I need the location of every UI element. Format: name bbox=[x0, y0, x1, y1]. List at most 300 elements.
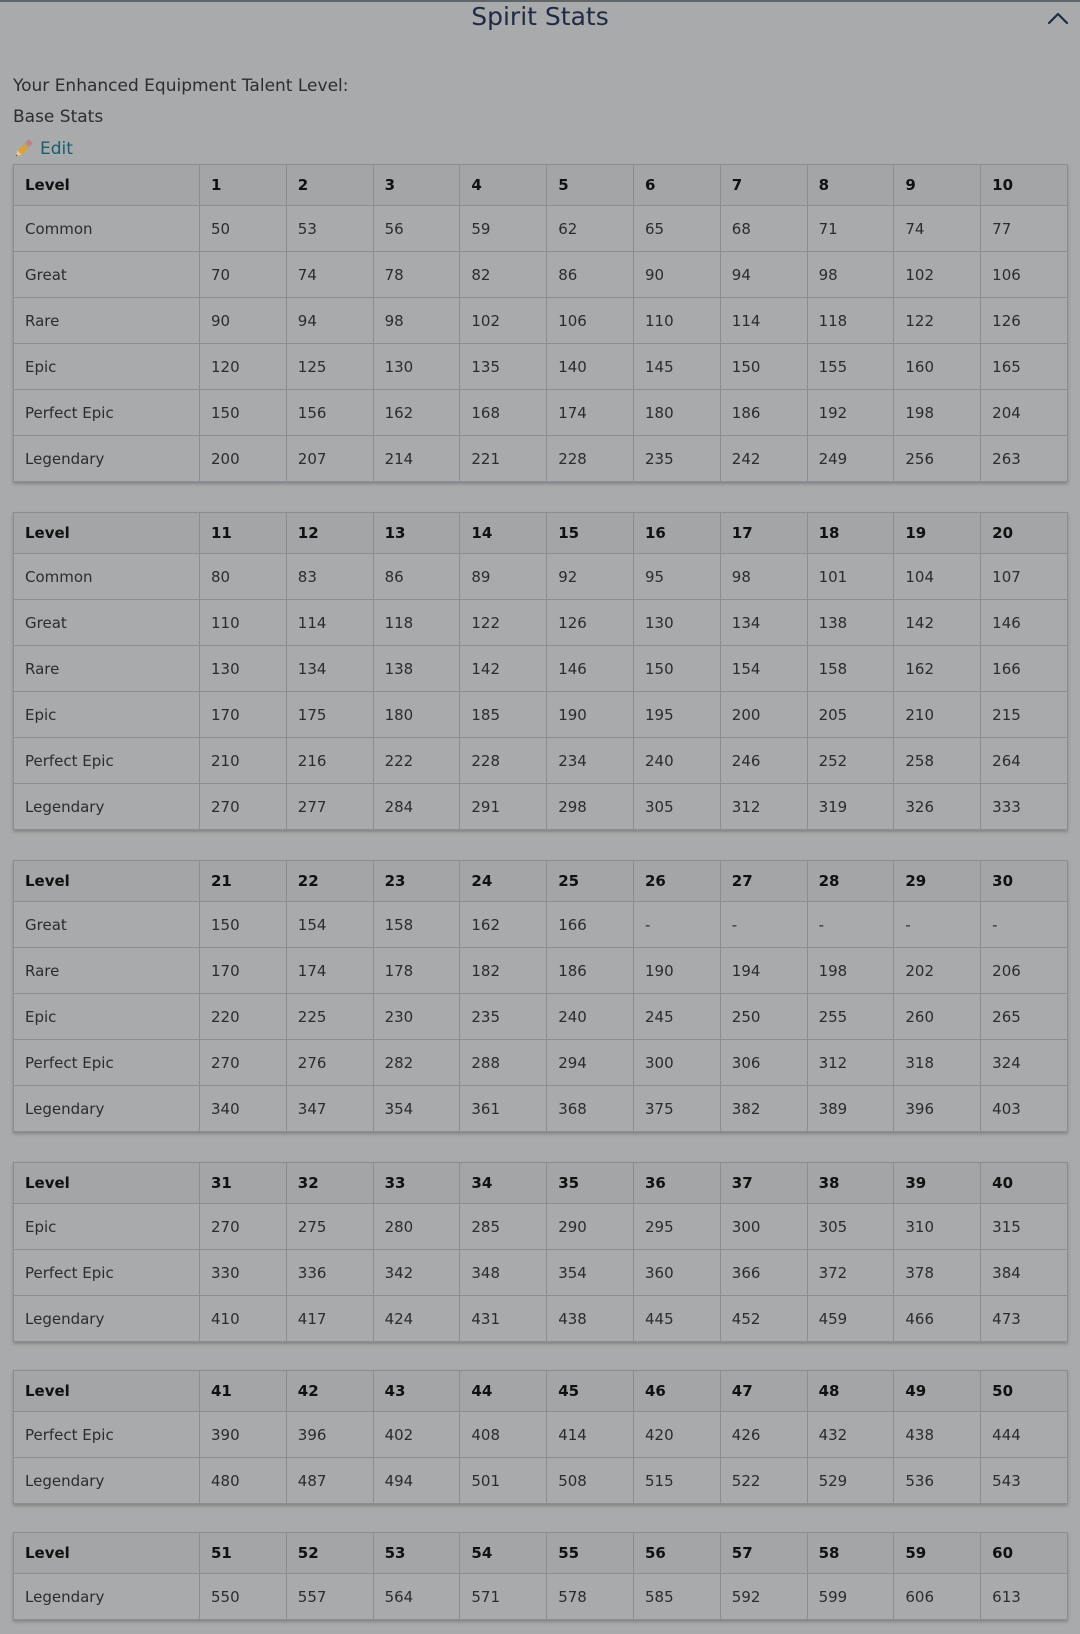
collapse-button[interactable] bbox=[1046, 8, 1070, 30]
level-number-cell: 49 bbox=[894, 1371, 981, 1412]
stat-value-cell: 142 bbox=[894, 600, 981, 646]
level-number-cell: 60 bbox=[981, 1533, 1068, 1574]
stat-value-cell: 50 bbox=[200, 206, 287, 252]
stat-value-cell: 342 bbox=[373, 1250, 460, 1296]
stat-value-cell: 312 bbox=[720, 784, 807, 830]
stat-value-cell: 178 bbox=[373, 948, 460, 994]
level-number-cell: 39 bbox=[894, 1163, 981, 1204]
stat-value-cell: 494 bbox=[373, 1458, 460, 1504]
rarity-label-cell: Rare bbox=[14, 646, 200, 692]
stat-value-cell: 260 bbox=[894, 994, 981, 1040]
stat-value-cell: 107 bbox=[981, 554, 1068, 600]
rarity-label-cell: Rare bbox=[14, 948, 200, 994]
level-number-cell: 57 bbox=[720, 1533, 807, 1574]
stat-value-cell: 70 bbox=[200, 252, 287, 298]
level-number-cell: 12 bbox=[286, 513, 373, 554]
stat-value-cell: 280 bbox=[373, 1204, 460, 1250]
chevron-up-icon bbox=[1046, 8, 1070, 30]
stat-value-cell: 571 bbox=[460, 1574, 547, 1620]
stat-value-cell: 235 bbox=[633, 436, 720, 482]
level-number-cell: 36 bbox=[633, 1163, 720, 1204]
stat-value-cell: 89 bbox=[460, 554, 547, 600]
level-number-cell: 59 bbox=[894, 1533, 981, 1574]
level-number-cell: 25 bbox=[547, 861, 634, 902]
stat-value-cell: 294 bbox=[547, 1040, 634, 1086]
stat-value-cell: 68 bbox=[720, 206, 807, 252]
stat-value-cell: 487 bbox=[286, 1458, 373, 1504]
stat-value-cell: 613 bbox=[981, 1574, 1068, 1620]
edit-label: Edit bbox=[40, 139, 73, 159]
stat-value-cell: - bbox=[894, 902, 981, 948]
stat-value-cell: 424 bbox=[373, 1296, 460, 1342]
rarity-label-cell: Rare bbox=[14, 298, 200, 344]
rarity-label-cell: Legendary bbox=[14, 1574, 200, 1620]
stat-value-cell: 270 bbox=[200, 1040, 287, 1086]
stat-value-cell: 221 bbox=[460, 436, 547, 482]
stats-table-levels-51-60 bbox=[13, 1532, 1068, 1620]
stat-value-cell: 130 bbox=[633, 600, 720, 646]
level-number-cell: 1 bbox=[200, 165, 287, 206]
level-number-cell: 33 bbox=[373, 1163, 460, 1204]
rarity-label-cell: Common bbox=[14, 206, 200, 252]
stat-value-cell: 92 bbox=[547, 554, 634, 600]
stat-value-cell: 578 bbox=[547, 1574, 634, 1620]
base-stats-label: Base Stats bbox=[13, 107, 104, 127]
level-number-cell: 13 bbox=[373, 513, 460, 554]
level-number-cell: 34 bbox=[460, 1163, 547, 1204]
rarity-label-cell: Great bbox=[14, 902, 200, 948]
stat-value-cell: 135 bbox=[460, 344, 547, 390]
stat-value-cell: 166 bbox=[981, 646, 1068, 692]
level-number-cell: 40 bbox=[981, 1163, 1068, 1204]
level-number-cell: 47 bbox=[720, 1371, 807, 1412]
stat-value-cell: 368 bbox=[547, 1086, 634, 1132]
rarity-label-cell: Perfect Epic bbox=[14, 1412, 200, 1458]
talent-level-label: Your Enhanced Equipment Talent Level: bbox=[13, 76, 349, 96]
stat-value-cell: 94 bbox=[720, 252, 807, 298]
stat-value-cell: 185 bbox=[460, 692, 547, 738]
level-header-cell: Level bbox=[14, 513, 200, 554]
level-number-cell: 26 bbox=[633, 861, 720, 902]
stat-value-cell: 330 bbox=[200, 1250, 287, 1296]
stat-value-cell: 102 bbox=[894, 252, 981, 298]
table-row bbox=[14, 784, 1068, 830]
stat-value-cell: 240 bbox=[547, 994, 634, 1040]
stat-value-cell: 312 bbox=[807, 1040, 894, 1086]
level-number-cell: 45 bbox=[547, 1371, 634, 1412]
table-row bbox=[14, 436, 1068, 482]
stat-value-cell: 326 bbox=[894, 784, 981, 830]
level-header-cell: Level bbox=[14, 1533, 200, 1574]
stat-value-cell: 557 bbox=[286, 1574, 373, 1620]
stat-value-cell: 282 bbox=[373, 1040, 460, 1086]
stat-value-cell: 180 bbox=[633, 390, 720, 436]
stat-value-cell: 543 bbox=[981, 1458, 1068, 1504]
stat-value-cell: 62 bbox=[547, 206, 634, 252]
stat-value-cell: 155 bbox=[807, 344, 894, 390]
stat-value-cell: 235 bbox=[460, 994, 547, 1040]
stat-value-cell: 154 bbox=[286, 902, 373, 948]
stat-value-cell: 94 bbox=[286, 298, 373, 344]
stat-value-cell: 180 bbox=[373, 692, 460, 738]
stat-value-cell: 366 bbox=[720, 1250, 807, 1296]
table-row bbox=[14, 1086, 1068, 1132]
section-header bbox=[0, 0, 1080, 36]
stat-value-cell: 606 bbox=[894, 1574, 981, 1620]
stat-value-cell: 250 bbox=[720, 994, 807, 1040]
stat-value-cell: 372 bbox=[807, 1250, 894, 1296]
stat-value-cell: 170 bbox=[200, 948, 287, 994]
level-number-cell: 19 bbox=[894, 513, 981, 554]
stat-value-cell: 150 bbox=[200, 902, 287, 948]
stat-value-cell: 396 bbox=[286, 1412, 373, 1458]
stat-value-cell: 170 bbox=[200, 692, 287, 738]
level-number-cell: 50 bbox=[981, 1371, 1068, 1412]
stat-value-cell: 384 bbox=[981, 1250, 1068, 1296]
rarity-label-cell: Epic bbox=[14, 344, 200, 390]
stat-value-cell: 98 bbox=[720, 554, 807, 600]
stat-value-cell: 340 bbox=[200, 1086, 287, 1132]
table-row bbox=[14, 390, 1068, 436]
stat-value-cell: 77 bbox=[981, 206, 1068, 252]
table-row bbox=[14, 252, 1068, 298]
stat-value-cell: 98 bbox=[373, 298, 460, 344]
level-number-cell: 11 bbox=[200, 513, 287, 554]
rarity-label-cell: Perfect Epic bbox=[14, 1040, 200, 1086]
stat-value-cell: 414 bbox=[547, 1412, 634, 1458]
stat-value-cell: 74 bbox=[286, 252, 373, 298]
stat-value-cell: 194 bbox=[720, 948, 807, 994]
stat-value-cell: 130 bbox=[373, 344, 460, 390]
stat-value-cell: 382 bbox=[720, 1086, 807, 1132]
level-number-cell: 10 bbox=[981, 165, 1068, 206]
stat-value-cell: 200 bbox=[200, 436, 287, 482]
stat-value-cell: 354 bbox=[547, 1250, 634, 1296]
stat-value-cell: 375 bbox=[633, 1086, 720, 1132]
rarity-label-cell: Legendary bbox=[14, 1086, 200, 1132]
stat-value-cell: 315 bbox=[981, 1204, 1068, 1250]
stat-value-cell: 403 bbox=[981, 1086, 1068, 1132]
stat-value-cell: 480 bbox=[200, 1458, 287, 1504]
table-row bbox=[14, 554, 1068, 600]
stat-value-cell: 206 bbox=[981, 948, 1068, 994]
stat-value-cell: 190 bbox=[547, 692, 634, 738]
stat-value-cell: 230 bbox=[373, 994, 460, 1040]
rarity-label-cell: Epic bbox=[14, 994, 200, 1040]
stat-value-cell: 220 bbox=[200, 994, 287, 1040]
level-number-cell: 52 bbox=[286, 1533, 373, 1574]
table-row bbox=[14, 206, 1068, 252]
stat-value-cell: 305 bbox=[633, 784, 720, 830]
stat-value-cell: 444 bbox=[981, 1412, 1068, 1458]
stat-value-cell: 466 bbox=[894, 1296, 981, 1342]
edit-link[interactable] bbox=[12, 138, 73, 160]
stat-value-cell: 162 bbox=[373, 390, 460, 436]
rarity-label-cell: Epic bbox=[14, 1204, 200, 1250]
stat-value-cell: 190 bbox=[633, 948, 720, 994]
level-header-cell: Level bbox=[14, 861, 200, 902]
stat-value-cell: 126 bbox=[981, 298, 1068, 344]
stat-value-cell: 122 bbox=[460, 600, 547, 646]
rarity-label-cell: Perfect Epic bbox=[14, 390, 200, 436]
level-number-cell: 42 bbox=[286, 1371, 373, 1412]
table-row bbox=[14, 1204, 1068, 1250]
level-number-cell: 35 bbox=[547, 1163, 634, 1204]
stat-value-cell: 319 bbox=[807, 784, 894, 830]
stat-value-cell: 162 bbox=[894, 646, 981, 692]
rarity-label-cell: Great bbox=[14, 600, 200, 646]
stat-value-cell: 150 bbox=[720, 344, 807, 390]
stat-value-cell: 501 bbox=[460, 1458, 547, 1504]
stat-value-cell: 95 bbox=[633, 554, 720, 600]
stat-value-cell: 106 bbox=[981, 252, 1068, 298]
rarity-label-cell: Perfect Epic bbox=[14, 1250, 200, 1296]
stat-value-cell: 142 bbox=[460, 646, 547, 692]
level-number-cell: 23 bbox=[373, 861, 460, 902]
rarity-label-cell: Legendary bbox=[14, 436, 200, 482]
rarity-label-cell: Great bbox=[14, 252, 200, 298]
stat-value-cell: 285 bbox=[460, 1204, 547, 1250]
stat-value-cell: 410 bbox=[200, 1296, 287, 1342]
stat-value-cell: 228 bbox=[460, 738, 547, 784]
stat-value-cell: 298 bbox=[547, 784, 634, 830]
level-number-cell: 4 bbox=[460, 165, 547, 206]
stat-value-cell: 592 bbox=[720, 1574, 807, 1620]
stat-value-cell: 71 bbox=[807, 206, 894, 252]
stat-value-cell: 158 bbox=[373, 902, 460, 948]
level-number-cell: 7 bbox=[720, 165, 807, 206]
stat-value-cell: 396 bbox=[894, 1086, 981, 1132]
stat-value-cell: 56 bbox=[373, 206, 460, 252]
stat-value-cell: 104 bbox=[894, 554, 981, 600]
level-number-cell: 56 bbox=[633, 1533, 720, 1574]
table-row bbox=[14, 902, 1068, 948]
stats-table-levels-41-50 bbox=[13, 1370, 1068, 1504]
stat-value-cell: 134 bbox=[286, 646, 373, 692]
level-header-cell: Level bbox=[14, 1371, 200, 1412]
stat-value-cell: 255 bbox=[807, 994, 894, 1040]
stat-value-cell: 354 bbox=[373, 1086, 460, 1132]
stat-value-cell: 74 bbox=[894, 206, 981, 252]
stat-value-cell: 378 bbox=[894, 1250, 981, 1296]
table-row bbox=[14, 948, 1068, 994]
stat-value-cell: 585 bbox=[633, 1574, 720, 1620]
stat-value-cell: 240 bbox=[633, 738, 720, 784]
stat-value-cell: 402 bbox=[373, 1412, 460, 1458]
rarity-label-cell: Legendary bbox=[14, 784, 200, 830]
stat-value-cell: 160 bbox=[894, 344, 981, 390]
stat-value-cell: 599 bbox=[807, 1574, 894, 1620]
stat-value-cell: 145 bbox=[633, 344, 720, 390]
stats-table-levels-21-30 bbox=[13, 860, 1068, 1132]
stat-value-cell: 182 bbox=[460, 948, 547, 994]
stat-value-cell: 445 bbox=[633, 1296, 720, 1342]
level-number-cell: 5 bbox=[547, 165, 634, 206]
stat-value-cell: 529 bbox=[807, 1458, 894, 1504]
stat-value-cell: 78 bbox=[373, 252, 460, 298]
stat-value-cell: 207 bbox=[286, 436, 373, 482]
stat-value-cell: 146 bbox=[547, 646, 634, 692]
table-row bbox=[14, 1574, 1068, 1620]
stat-value-cell: 318 bbox=[894, 1040, 981, 1086]
stat-value-cell: 263 bbox=[981, 436, 1068, 482]
stat-value-cell: 134 bbox=[720, 600, 807, 646]
stat-value-cell: 234 bbox=[547, 738, 634, 784]
stat-value-cell: 360 bbox=[633, 1250, 720, 1296]
stat-value-cell: 438 bbox=[547, 1296, 634, 1342]
level-number-cell: 28 bbox=[807, 861, 894, 902]
stat-value-cell: 53 bbox=[286, 206, 373, 252]
stat-value-cell: 522 bbox=[720, 1458, 807, 1504]
level-number-cell: 18 bbox=[807, 513, 894, 554]
stat-value-cell: 122 bbox=[894, 298, 981, 344]
stat-value-cell: 110 bbox=[633, 298, 720, 344]
stat-value-cell: - bbox=[633, 902, 720, 948]
stat-value-cell: 249 bbox=[807, 436, 894, 482]
stat-value-cell: 80 bbox=[200, 554, 287, 600]
table-row bbox=[14, 994, 1068, 1040]
stat-value-cell: 192 bbox=[807, 390, 894, 436]
level-number-cell: 41 bbox=[200, 1371, 287, 1412]
level-header-cell: Level bbox=[14, 165, 200, 206]
table-header-row bbox=[14, 165, 1068, 206]
level-number-cell: 55 bbox=[547, 1533, 634, 1574]
stat-value-cell: 258 bbox=[894, 738, 981, 784]
stat-value-cell: 86 bbox=[373, 554, 460, 600]
stat-value-cell: 125 bbox=[286, 344, 373, 390]
table-row bbox=[14, 344, 1068, 390]
stat-value-cell: 150 bbox=[200, 390, 287, 436]
table-row bbox=[14, 1458, 1068, 1504]
stat-value-cell: 101 bbox=[807, 554, 894, 600]
stat-value-cell: 205 bbox=[807, 692, 894, 738]
level-number-cell: 20 bbox=[981, 513, 1068, 554]
stats-table-levels-31-40 bbox=[13, 1162, 1068, 1342]
stat-value-cell: - bbox=[807, 902, 894, 948]
level-number-cell: 9 bbox=[894, 165, 981, 206]
rarity-label-cell: Epic bbox=[14, 692, 200, 738]
stat-value-cell: 426 bbox=[720, 1412, 807, 1458]
stat-value-cell: 186 bbox=[720, 390, 807, 436]
stat-value-cell: 389 bbox=[807, 1086, 894, 1132]
stat-value-cell: 216 bbox=[286, 738, 373, 784]
stat-value-cell: 225 bbox=[286, 994, 373, 1040]
rarity-label-cell: Common bbox=[14, 554, 200, 600]
stat-value-cell: 300 bbox=[720, 1204, 807, 1250]
stat-value-cell: 275 bbox=[286, 1204, 373, 1250]
stat-value-cell: 200 bbox=[720, 692, 807, 738]
level-number-cell: 43 bbox=[373, 1371, 460, 1412]
level-number-cell: 58 bbox=[807, 1533, 894, 1574]
stat-value-cell: 276 bbox=[286, 1040, 373, 1086]
stat-value-cell: 110 bbox=[200, 600, 287, 646]
level-number-cell: 31 bbox=[200, 1163, 287, 1204]
table-row bbox=[14, 1040, 1068, 1086]
table-header-row bbox=[14, 861, 1068, 902]
stat-value-cell: 90 bbox=[633, 252, 720, 298]
level-number-cell: 22 bbox=[286, 861, 373, 902]
stat-value-cell: 90 bbox=[200, 298, 287, 344]
stat-value-cell: - bbox=[981, 902, 1068, 948]
stat-value-cell: 82 bbox=[460, 252, 547, 298]
level-number-cell: 24 bbox=[460, 861, 547, 902]
level-number-cell: 44 bbox=[460, 1371, 547, 1412]
stat-value-cell: 473 bbox=[981, 1296, 1068, 1342]
stat-value-cell: 228 bbox=[547, 436, 634, 482]
level-number-cell: 48 bbox=[807, 1371, 894, 1412]
table-row bbox=[14, 738, 1068, 784]
stat-value-cell: 256 bbox=[894, 436, 981, 482]
level-number-cell: 27 bbox=[720, 861, 807, 902]
stat-value-cell: 310 bbox=[894, 1204, 981, 1250]
stat-value-cell: 270 bbox=[200, 1204, 287, 1250]
stat-value-cell: 550 bbox=[200, 1574, 287, 1620]
level-number-cell: 2 bbox=[286, 165, 373, 206]
stat-value-cell: 390 bbox=[200, 1412, 287, 1458]
stat-value-cell: 333 bbox=[981, 784, 1068, 830]
stat-value-cell: 270 bbox=[200, 784, 287, 830]
table-row bbox=[14, 1250, 1068, 1296]
stat-value-cell: 417 bbox=[286, 1296, 373, 1342]
stat-value-cell: 215 bbox=[981, 692, 1068, 738]
stat-value-cell: 138 bbox=[373, 646, 460, 692]
level-number-cell: 14 bbox=[460, 513, 547, 554]
stat-value-cell: 186 bbox=[547, 948, 634, 994]
rarity-label-cell: Perfect Epic bbox=[14, 738, 200, 784]
stat-value-cell: 165 bbox=[981, 344, 1068, 390]
stat-value-cell: 420 bbox=[633, 1412, 720, 1458]
table-row bbox=[14, 600, 1068, 646]
stat-value-cell: 158 bbox=[807, 646, 894, 692]
table-row bbox=[14, 298, 1068, 344]
stat-value-cell: 204 bbox=[981, 390, 1068, 436]
stat-value-cell: 246 bbox=[720, 738, 807, 784]
level-number-cell: 8 bbox=[807, 165, 894, 206]
stat-value-cell: 195 bbox=[633, 692, 720, 738]
stat-value-cell: 291 bbox=[460, 784, 547, 830]
stat-value-cell: 168 bbox=[460, 390, 547, 436]
stat-value-cell: 114 bbox=[286, 600, 373, 646]
stat-value-cell: 432 bbox=[807, 1412, 894, 1458]
stat-value-cell: 295 bbox=[633, 1204, 720, 1250]
stat-value-cell: 59 bbox=[460, 206, 547, 252]
stat-value-cell: 214 bbox=[373, 436, 460, 482]
level-number-cell: 17 bbox=[720, 513, 807, 554]
stat-value-cell: 98 bbox=[807, 252, 894, 298]
table-header-row bbox=[14, 1371, 1068, 1412]
stat-value-cell: 347 bbox=[286, 1086, 373, 1132]
stat-value-cell: 408 bbox=[460, 1412, 547, 1458]
level-number-cell: 54 bbox=[460, 1533, 547, 1574]
table-header-row bbox=[14, 513, 1068, 554]
level-number-cell: 46 bbox=[633, 1371, 720, 1412]
stat-value-cell: 114 bbox=[720, 298, 807, 344]
stat-value-cell: 130 bbox=[200, 646, 287, 692]
rarity-label-cell: Legendary bbox=[14, 1458, 200, 1504]
stat-value-cell: 210 bbox=[894, 692, 981, 738]
stat-value-cell: 65 bbox=[633, 206, 720, 252]
stat-value-cell: 174 bbox=[286, 948, 373, 994]
stat-value-cell: 146 bbox=[981, 600, 1068, 646]
stat-value-cell: 252 bbox=[807, 738, 894, 784]
level-number-cell: 6 bbox=[633, 165, 720, 206]
table-row bbox=[14, 1412, 1068, 1458]
stat-value-cell: 348 bbox=[460, 1250, 547, 1296]
stat-value-cell: 222 bbox=[373, 738, 460, 784]
stat-value-cell: 305 bbox=[807, 1204, 894, 1250]
level-number-cell: 32 bbox=[286, 1163, 373, 1204]
stat-value-cell: 83 bbox=[286, 554, 373, 600]
